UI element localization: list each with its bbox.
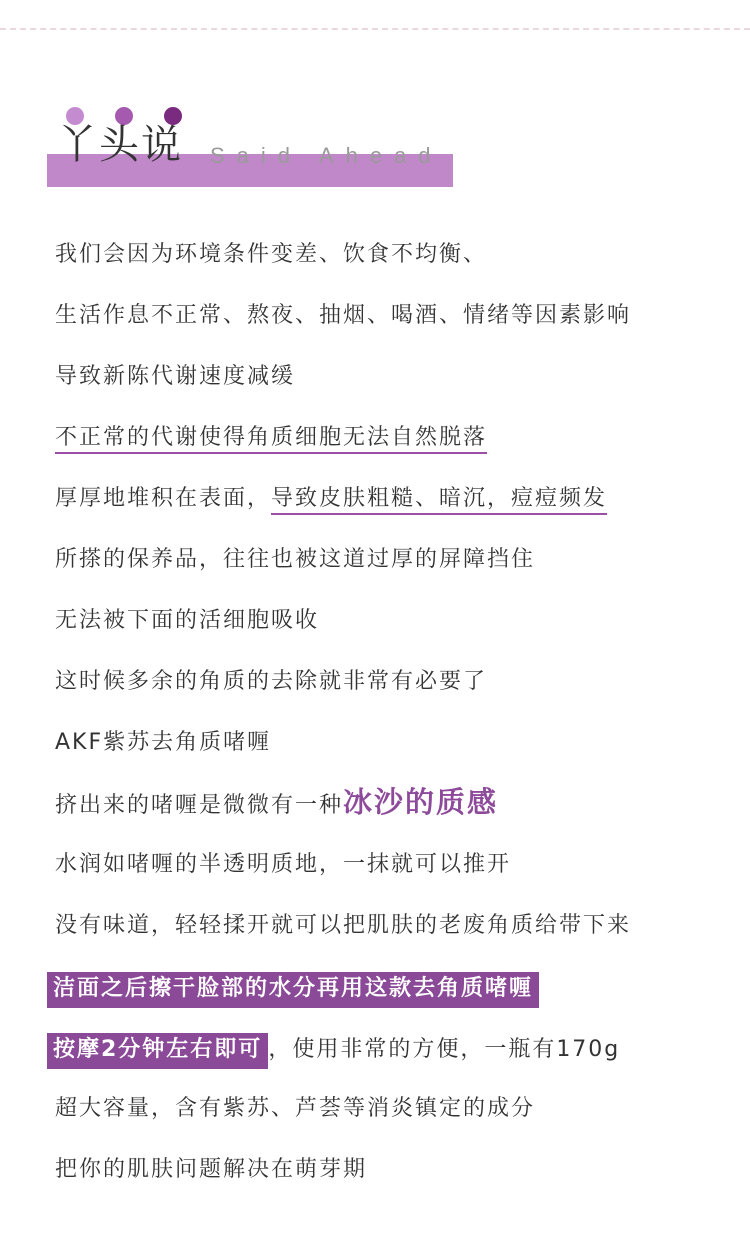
header-subtitle: Said Ahead [210,143,443,168]
text-line-4 [55,423,487,453]
text-line-14 [55,1033,620,1069]
text-line-15: 超大容量，含有紫苏、芦荟等消炎镇定的成分 [55,1096,536,1121]
text-line-2: 生活作息不正常、熬夜、抽烟、喝酒、情绪等因素影响 [55,303,632,328]
text-line-6: 所搽的保养品，往往也被这道过厚的屏障挡住 [55,547,536,572]
text-line-16: 把你的肌肤问题解决在萌芽期 [55,1157,368,1182]
header-title: 丫头说 [57,122,183,168]
text-line-13 [55,972,539,1008]
text-line-3: 导致新陈代谢速度减缓 [55,364,296,389]
text-segment: 厚厚地堆积在表面， [55,486,272,511]
highlight-box-text: 按摩2分钟左右即可 [47,1033,268,1069]
text-segment: 挤出来的啫喱是微微有一种 [55,793,344,818]
underlined-text: 导致皮肤粗糙、暗沉，痘痘频发 [271,486,607,515]
underlined-text: 不正常的代谢使得角质细胞无法自然脱落 [55,425,487,454]
text-line-8: 这时候多余的角质的去除就非常有必要了 [55,669,488,694]
text-line-1: 我们会因为环境条件变差、饮食不均衡、 [55,242,488,267]
text-line-12: 没有味道，轻轻揉开就可以把肌肤的老废角质给带下来 [55,913,632,938]
highlight-box-text: 洁面之后擦干脸部的水分再用这款去角质啫喱 [47,972,539,1008]
text-line-5 [55,484,607,514]
text-line-11: 水润如啫喱的半透明质地，一抹就可以推开 [55,852,512,877]
text-line-9: AKF紫苏去角质啫喱 [55,730,272,755]
section-header [0,0,750,200]
text-line-10 [55,787,498,821]
text-segment: ，使用非常的方便，一瓶有170g [268,1037,621,1062]
emphasis-text: 冰沙的质感 [343,785,499,819]
text-line-7: 无法被下面的活细胞吸收 [55,608,320,633]
